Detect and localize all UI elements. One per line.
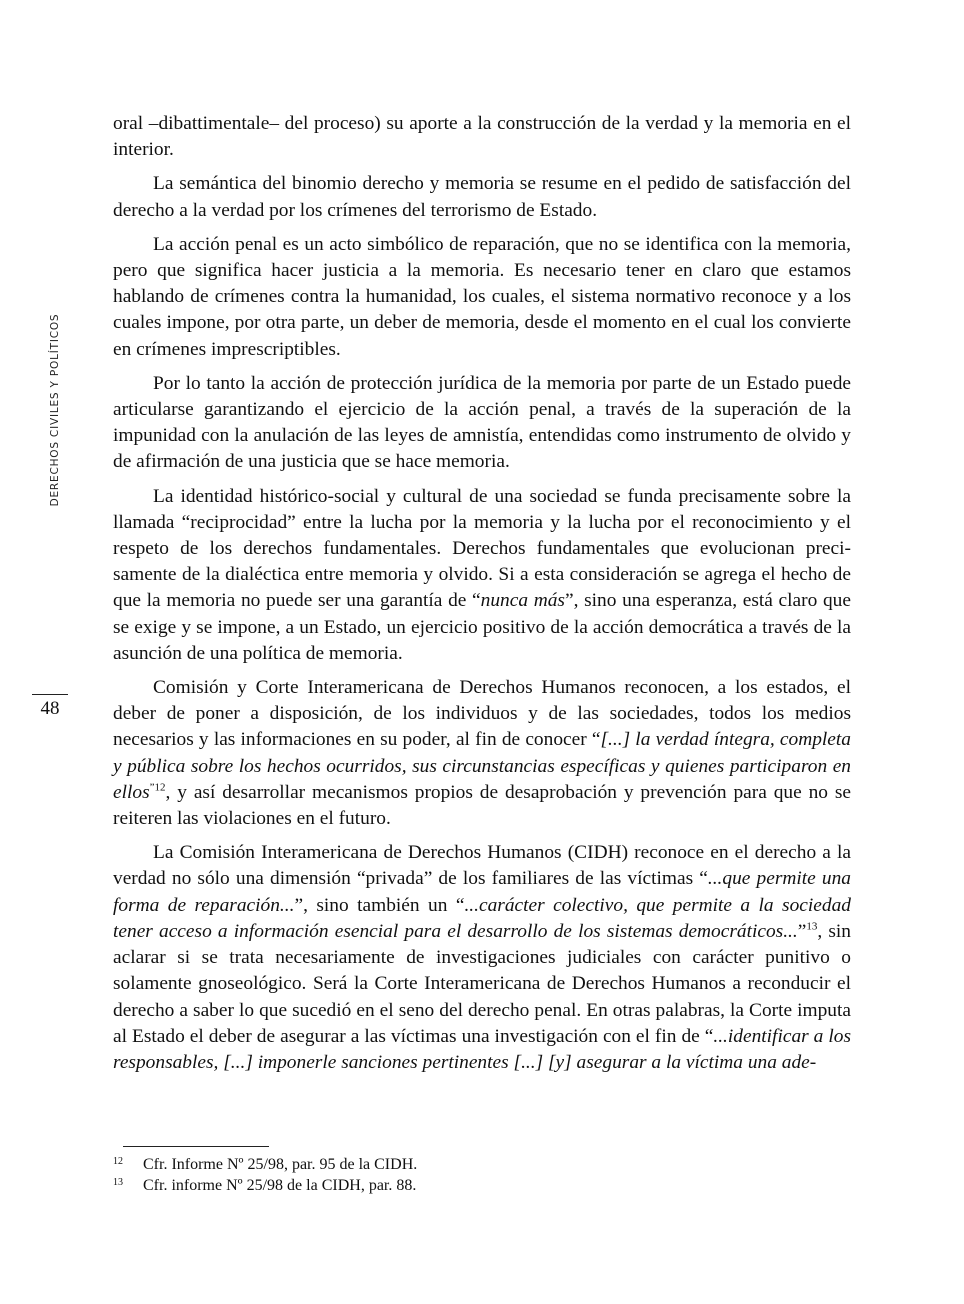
- paragraph-6-text-b: , y así desarrollar mecanismos propios de desaprobación y prevención para que no se reiteren las violaciones en el futuro.: [113, 781, 851, 830]
- paragraph-7-quote-3: ...identificar a los responsables, [...] imponerle sanciones pertinentes [...] [y] asegurar a la víctima una ade-: [113, 1025, 851, 1073]
- paragraph-7-text-b: ”, sino también un “: [294, 894, 465, 916]
- footnote-separator: [123, 1146, 269, 1147]
- paragraph-2: La semántica del binomio derecho y memoria se resume en el pedido de satisfacción del derecho a la verdad por los crímenes del terrorismo de Estado.: [113, 173, 851, 221]
- paragraph-6-quote: [...] la verdad íntegra, completa y pública sobre los hechos ocurridos, sus circunstancias específicas y quienes participaron en ellos: [113, 729, 851, 803]
- body-text: [113, 111, 851, 1084]
- paragraph-7: [113, 840, 851, 1076]
- page-number: 48: [40, 698, 60, 719]
- footnotes: [113, 1154, 813, 1196]
- footnote-number: 12: [113, 1156, 123, 1167]
- footnote-12: [113, 1154, 813, 1175]
- paragraph-6-text-a: Comisión y Corte Interamericana de Derechos Humanos reconocen, a los estados, el deber de poner a disposición, de los individuos y de las sociedades, todos los medios necesarios y las informaciones en su poder, al fin de conocer “: [113, 677, 851, 751]
- paragraph-5: [113, 484, 851, 667]
- paragraph-7-text-a: La Comisión Interamericana de Derechos Humanos (CIDH) reconoce en el derecho a la verdad no sólo una dimensión “privada” de los familiares de las víctimas “: [113, 842, 851, 890]
- paragraph-1: oral –dibattimentale– del proceso) su aporte a la construcción de la verdad y la memoria en el interior.: [113, 113, 851, 161]
- footnote-ref-13[interactable]: 13: [806, 920, 818, 933]
- footnote-text: Cfr. Informe Nº 25/98, par. 95 de la CIDH.: [143, 1156, 418, 1173]
- paragraph-7-quote-2: ...carácter colectivo, que permite a la sociedad tener acceso a información esencial para el desarrollo de los sistemas democráticos...: [113, 894, 851, 942]
- paragraph-5-text-b: ”, sino una esperanza, está claro que se exige y se impone, a un Estado, un ejercicio positivo de la acción democrática a través de la asunción de una política de memoria.: [113, 590, 851, 664]
- footnote-text: Cfr. informe Nº 25/98 de la CIDH, par. 88.: [143, 1177, 417, 1194]
- paragraph-7-text-d: , sin aclarar si se trata necesariamente de investigaciones judiciales con carácter punitivo o solamente gnoseológico. Será la Corte Interamericana de Derechos Humanos a reconducir el derecho a saber lo que sucedió en el seno del derecho penal. En otras palabras, la Corte imputa al Estado el deber de asegurar a las víctimas una investigación con el fin de “: [113, 920, 851, 1047]
- paragraph-6: [113, 675, 851, 832]
- footnote-ref-12[interactable]: ”12: [149, 781, 166, 794]
- running-section-label: DERECHOS CIVILES Y POLÍTICOS: [49, 313, 61, 507]
- paragraph-5-italic: nunca más: [480, 590, 565, 612]
- paragraph-7-text-c: ”: [797, 920, 807, 942]
- footnote-number: 13: [113, 1177, 123, 1188]
- paragraph-3: La acción penal es un acto simbólico de reparación, que no se identifica con la memoria, pero que significa hacer justicia a la memoria. Es necesario tener en claro que estamos hablando de crímenes contra la humanidad, los cuales, el sistema normativo reconoce y a los cuales impone, por otra parte, un deber de memoria, desde el momento en el cual los convierte en crímenes imprescriptibles.: [113, 233, 851, 360]
- paragraph-4: Por lo tanto la acción de protección jurídica de la memoria por parte de un Estado puede articularse garantizando el ejercicio de la acción penal, a través de la superación de la impunidad con la anulación de las leyes de amnistía, entendidas como instrumento de olvido y de afirmación de una justicia que se hace memoria.: [113, 372, 851, 473]
- page-number-rule: [32, 694, 68, 695]
- footnote-13: [113, 1175, 813, 1196]
- paragraph-5-text-a: La identidad histórico-social y cultural de una sociedad se funda precisamente sobre la llamada “reciprocidad” entre la lucha por la memoria y la lucha por el reconocimiento y el respeto de los derechos fundamentales. Derechos fundamentales que evolucionan precisamente de la dialéctica entre memoria y olvido. Si a esta consideración se agrega el hecho de que la memoria no puede ser una garantía de “: [113, 485, 851, 612]
- paragraph-7-quote-1: ...que permite una forma de reparación...: [113, 868, 851, 916]
